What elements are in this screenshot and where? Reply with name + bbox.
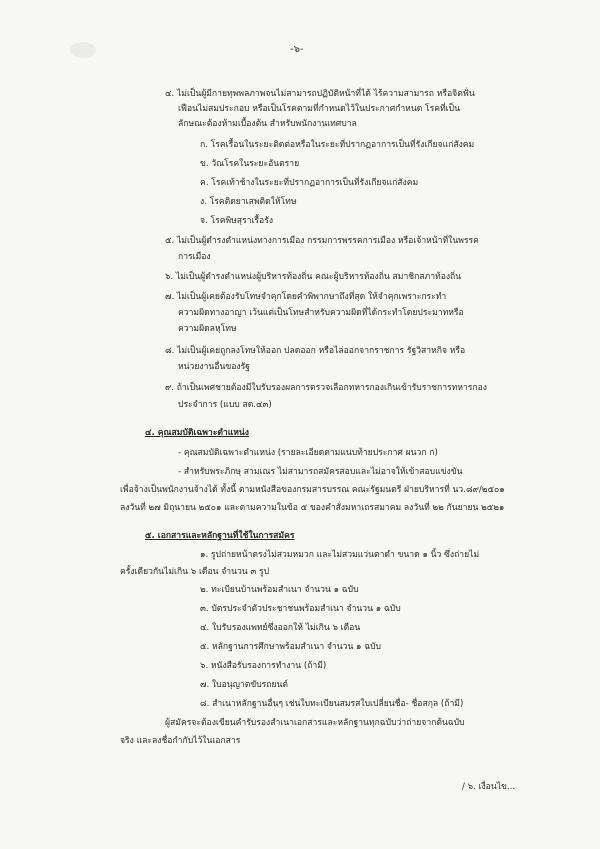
list-item-7-line3: ความผิดลหุโทษ [178, 324, 237, 334]
section-4-line1: - คุณสมบัติเฉพาะตำแหน่ง (รายละเอียดตามแนบท้ายประกาศ ผนวก ก) [178, 448, 438, 458]
list-item-4-line1: ๔. ไม่เป็นผู้มีกายทุพพลภาพจนไม่สามารถปฏิบัติหน้าที่ได้ ไร้ความสามารถ หรือจิตฟั่น [165, 89, 475, 99]
sub-item-kho-khwai: ค. โรคเท้าช้างในระยะที่ปรากฏอาการเป็นที่รังเกียจแก่สังคม [200, 178, 419, 188]
document-item-1-cont: ครั้งเดียวกันไม่เกิน ๖ เดือน จำนวน ๓ รูป [120, 567, 270, 577]
section-4-line2: - สำหรับพระภิกษุ สามเณร ไม่สามารถสมัครสอบและไม่อาจให้เข้าสอบแข่งขัน [178, 467, 463, 477]
section-5-heading: ๕. เอกสารและหลักฐานที่ใช้ในการสมัคร [145, 531, 295, 541]
continuation-marker: / ๖. เงื่อนไข... [462, 782, 516, 792]
list-item-5-line1: ๕. ไม่เป็นผู้ดำรงตำแหน่งทางการเมือง กรรมการพรรคการเมือง หรือเจ้าหน้าที่ในพรรค [165, 236, 479, 246]
list-item-4-line2: เฟือนไม่สมประกอบ หรือเป็นโรคตามที่กำหนดไว้ในประกาศกำหนด โรคที่เป็น [178, 104, 460, 114]
document-item-2: ๒. ทะเบียนบ้านพร้อมสำเนา จำนวน ๑ ฉบับ [200, 585, 359, 595]
section-4-line3: เพื่อจ้างเป็นพนักงานจ้างได้ ทั้งนี้ ตามหนังสือของกรมสารบรรณ คณะรัฐมนตรี ฝ่ายบริหารที่ นว.๘๙/๒๕๐๑ [120, 485, 505, 495]
list-item-8-line1: ๘. ไม่เป็นผู้เคยถูกลงโทษให้ออก ปลดออก หรือไล่ออกจากราชการ รัฐวิสาหกิจ หรือ [165, 346, 466, 356]
document-item-1: ๑. รูปถ่ายหน้าตรงไม่สวมหมวก และไม่สวมแว่นตาดำ ขนาด ๑ นิ้ว ซึ่งถ่ายไม่ [200, 550, 480, 560]
list-item-4-line3: ลักษณะต้องห้ามเบื้องต้น สำหรับพนักงานเทศบาล [178, 119, 357, 129]
list-item-7-line2: ความผิดทางอาญา เว้นแต่เป็นโทษสำหรับความผิดที่ได้กระทำโดยประมาทหรือ [178, 308, 464, 318]
list-item-9-line1: ๙. ถ้าเป็นเพศชายต้องมีใบรับรองผลการตรวจเลือกทหารกองเกินเข้ารับราชการทหารกอง [165, 383, 487, 393]
sub-item-ka: ก. โรคเรื้อนในระยะติดต่อหรือในระยะที่ปรากฏอาการเป็นที่รังเกียจแก่สังคม [200, 140, 475, 150]
list-item-7-line1: ๗. ไม่เป็นผู้เคยต้องรับโทษจำคุกโดยคำพิพากษาถึงที่สุด ให้จำคุกเพราะกระทำ [165, 292, 447, 302]
document-item-6: ๖. หนังสือรับรองการทำงาน (ถ้ามี) [200, 661, 327, 671]
list-item-6-line1: ๖. ไม่เป็นผู้ดำรงตำแหน่งผู้บริหารท้องถิ่น คณะผู้บริหารท้องถิ่น สมาชิกสภาท้องถิ่น [165, 272, 462, 282]
punch-hole-mark [70, 42, 96, 58]
sub-item-cho: จ. โรคพิษสุราเรื้อรัง [200, 216, 274, 226]
document-item-4: ๔. ใบรับรองแพทย์ซึ่งออกให้ ไม่เกิน ๖ เดือน [200, 623, 361, 633]
document-item-5: ๕. หลักฐานการศึกษาพร้อมสำเนา จำนวน ๑ ฉบับ [200, 642, 382, 652]
sub-item-ngo: ง. โรคติดยาเสพติดให้โทษ [200, 197, 297, 207]
page-number: -๖- [290, 44, 304, 55]
document-item-7: ๗. ใบอนุญาตขับรถยนต์ [200, 680, 288, 690]
section-5-note-line2: จริง และลงชื่อกำกับไว้ในเอกสาร [120, 736, 241, 746]
sub-item-kho: ข. วัณโรคในระยะอันตราย [200, 159, 300, 169]
list-item-5-line2: การเมือง [178, 252, 211, 262]
document-item-3: ๓. บัตรประจำตัวประชาชนพร้อมสำเนา จำนวน ๑ ฉบับ [200, 604, 401, 614]
section-5-note-line1: ผู้สมัครจะต้องเขียนคำรับรองสำเนาเอกสารและหลักฐานทุกฉบับว่าถ่ายจากต้นฉบับ [165, 718, 465, 728]
document-item-8: ๘. สำเนาหลักฐานอื่นๆ เช่นใบทะเบียนสมรสใบเปลี่ยนชื่อ- ชื่อสกุล (ถ้ามี) [200, 699, 464, 709]
list-item-9-line2: ประจำการ (แบบ สด.๔๓) [178, 400, 272, 410]
list-item-8-line2: หน่วยงานอื่นของรัฐ [178, 362, 250, 372]
section-4-heading: ๔. คุณสมบัติเฉพาะตำแหน่ง [145, 428, 250, 438]
section-4-line4: ลงวันที่ ๒๗ มิถุนายน ๒๕๐๑ และตามความในข้อ ๕ ของคำสั่งมหาเถรสมาคม ลงวันที่ ๒๒ กันยายน ๒๕๒๑ [120, 503, 505, 513]
